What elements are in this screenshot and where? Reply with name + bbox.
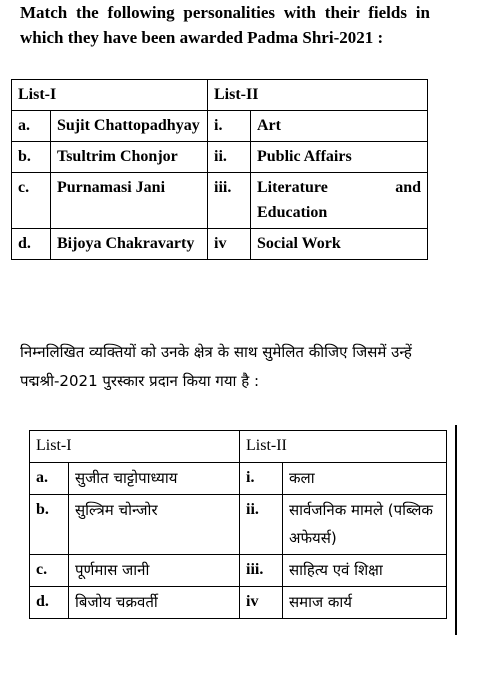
personality-name: Sujit Chattopadhyay	[51, 111, 208, 142]
question-english: Match the following personalities with their fields in which they have been awarded Padma Shri-2021 :	[20, 3, 430, 47]
row-letter: c.	[30, 555, 69, 587]
award-field: Public Affairs	[251, 142, 428, 173]
row-letter: a.	[30, 463, 69, 495]
personality-name: Bijoya Chakravarty	[51, 229, 208, 260]
table-row	[30, 463, 447, 495]
match-table-english	[11, 79, 428, 260]
list-i-header: List-I	[12, 80, 208, 111]
table-header-row	[30, 431, 447, 463]
table-header-row	[12, 80, 428, 111]
table-row	[12, 173, 428, 229]
row-numeral: iv	[208, 229, 251, 260]
row-numeral: iv	[240, 587, 283, 619]
table-row	[30, 587, 447, 619]
list-ii-header: List-II	[208, 80, 428, 111]
row-numeral: iii.	[240, 555, 283, 587]
personality-name: Purnamasi Jani	[51, 173, 208, 229]
table-row	[12, 111, 428, 142]
row-numeral: i.	[208, 111, 251, 142]
award-field: Literature and Education	[251, 173, 428, 229]
row-numeral: i.	[240, 463, 283, 495]
column-divider-line	[455, 425, 457, 635]
match-table-hindi	[29, 430, 447, 619]
list-ii-header: List-II	[240, 431, 447, 463]
table-row	[30, 495, 447, 555]
table-row	[30, 555, 447, 587]
award-field: समाज कार्य	[283, 587, 447, 619]
row-letter: d.	[30, 587, 69, 619]
row-numeral: iii.	[208, 173, 251, 229]
award-field: साहित्य एवं शिक्षा	[283, 555, 447, 587]
row-letter: a.	[12, 111, 51, 142]
table-row	[12, 142, 428, 173]
row-letter: d.	[12, 229, 51, 260]
row-letter: b.	[30, 495, 69, 555]
award-field: Social Work	[251, 229, 428, 260]
table-row	[12, 229, 428, 260]
personality-name: पूर्णमास जानी	[69, 555, 240, 587]
row-numeral: ii.	[208, 142, 251, 173]
award-field: कला	[283, 463, 447, 495]
row-letter: c.	[12, 173, 51, 229]
award-field: सार्वजनिक मामले (पब्लिक अफेयर्स)	[283, 495, 447, 555]
personality-name: बिजोय चक्रवर्ती	[69, 587, 240, 619]
question-hindi: निम्नलिखित व्यक्तियों को उनके क्षेत्र के साथ सुमेलित कीजिए जिसमें उन्हें पद्मश्री-2021 पुरस्कार प्रदान किया गया है :	[20, 343, 412, 390]
list-i-header: List-I	[30, 431, 240, 463]
row-numeral: ii.	[240, 495, 283, 555]
personality-name: सुल्त्रिम चोन्जोर	[69, 495, 240, 555]
personality-name: Tsultrim Chonjor	[51, 142, 208, 173]
row-letter: b.	[12, 142, 51, 173]
personality-name: सुजीत चाट्टोपाध्याय	[69, 463, 240, 495]
award-field: Art	[251, 111, 428, 142]
